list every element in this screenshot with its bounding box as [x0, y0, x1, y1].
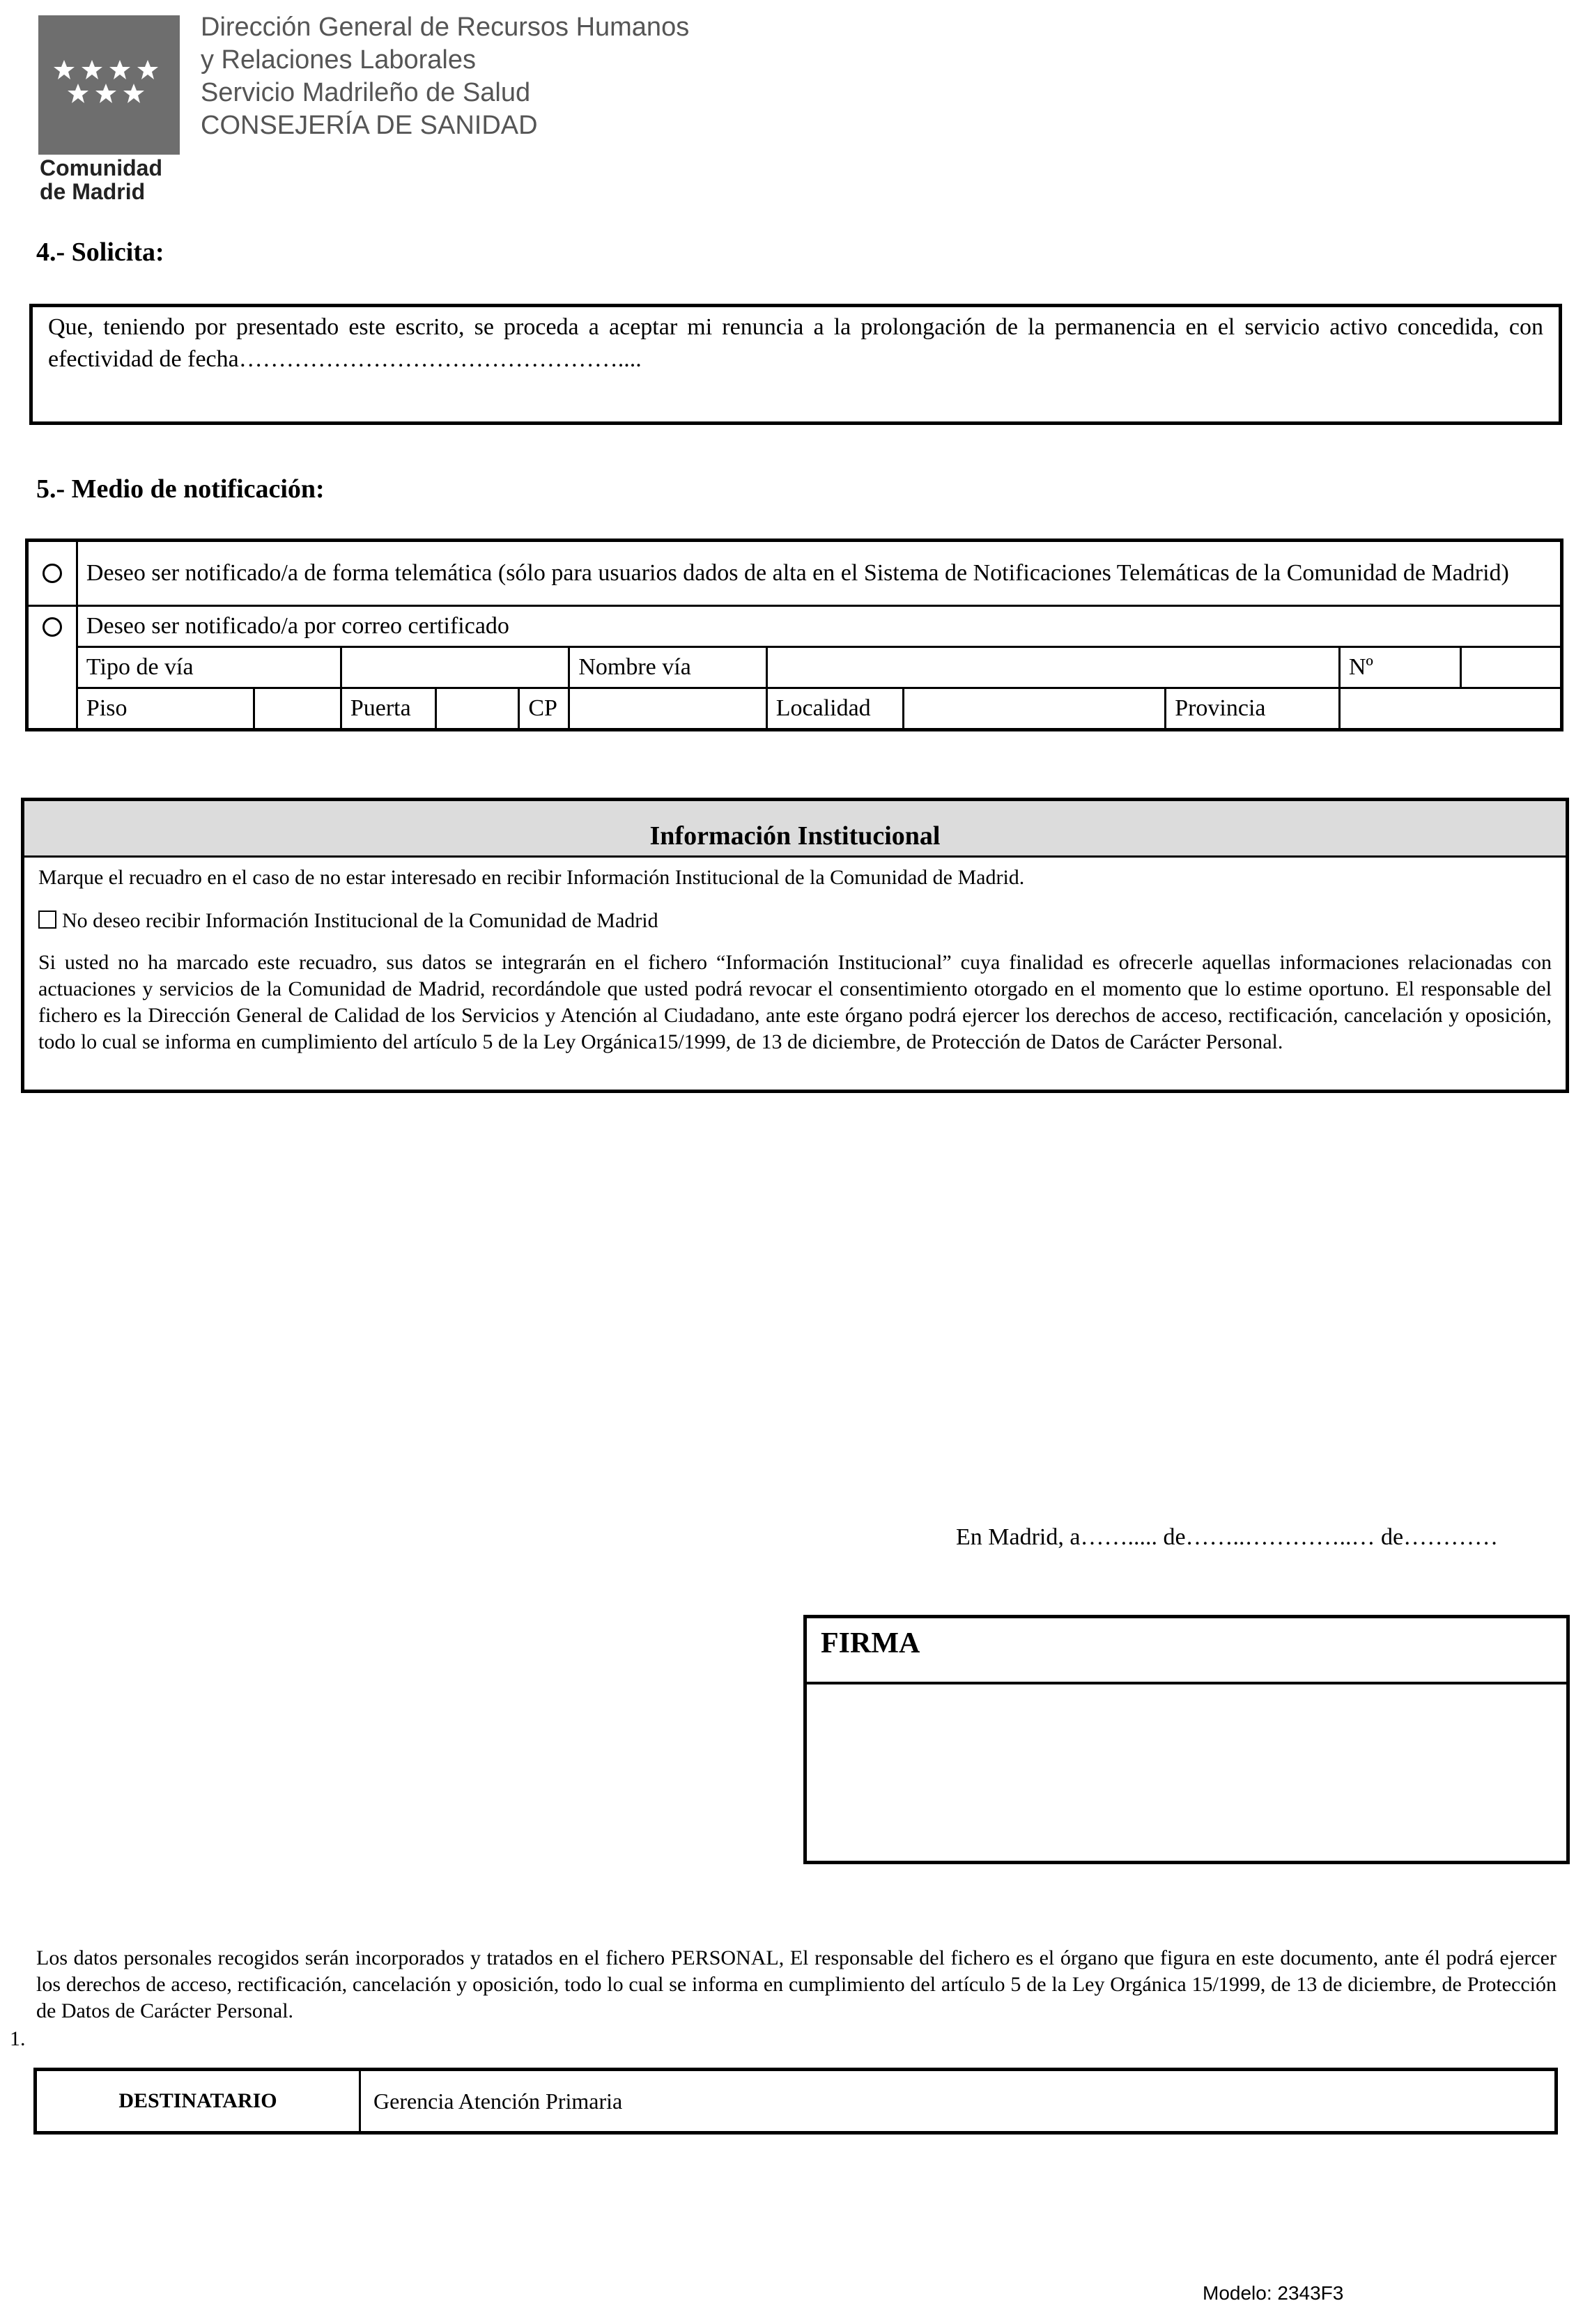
- provincia-label: Provincia: [1166, 688, 1340, 730]
- place-date-line[interactable]: En Madrid, a……..... de……..…………..… de…………: [956, 1524, 1499, 1550]
- option-telematic-label: Deseo ser notificado/a de forma telemática (sólo para usuarios dados de alta en el Sistema de Notificaciones Telemáticas de la Comunidad de Madrid): [77, 541, 1561, 606]
- info-paragraph: Si usted no ha marcado este recuadro, sus datos se integrarán en el fichero “Información Institucional” cuya finalidad es ofrecerle aquellas informaciones relacionadas con actuaciones y servicios de la Comunidad de Madrid, recordándole que usted podrá revocar el consentimiento otorgado en el momento que lo estime oportuno. El responsable del fichero es la Dirección General de Calidad de los Servicios y Atención al Ciudadano, ante este órgano podrá ejercer los derechos de acceso, rectificación, cancelación y oposición, todo lo cual se informa en cumplimiento del artículo 5 de la Ley Orgánica15/1999, de 13 de diciembre, de Protección de Datos de Carácter Personal.: [38, 951, 1552, 1053]
- header-line-2: y Relaciones Laborales: [201, 45, 477, 75]
- indent-cell: [27, 647, 77, 688]
- tipo-via-input[interactable]: [341, 647, 569, 688]
- cp-input[interactable]: [569, 688, 766, 730]
- indent-cell-2: [27, 688, 77, 730]
- recipient-table: [33, 2068, 1558, 2135]
- logo-text-line-1: Comunidad: [40, 155, 162, 180]
- signature-label: FIRMA: [807, 1618, 1566, 1684]
- nombre-via-label: Nombre vía: [569, 647, 766, 688]
- tipo-via-label: Tipo de vía: [77, 647, 341, 688]
- localidad-input[interactable]: [903, 688, 1166, 730]
- logo-text: [40, 156, 193, 203]
- cp-label: CP: [519, 688, 569, 730]
- localidad-label: Localidad: [766, 688, 903, 730]
- header-title: [201, 11, 689, 142]
- numero-label: Nº: [1339, 647, 1461, 688]
- request-text: Que, teniendo por presentado este escrito, se proceda a aceptar mi renuncia a la prolongación de la permanencia en el servicio activo concedida, con efectividad de fecha…………………………………………....: [48, 314, 1543, 372]
- radio-telematic-cell[interactable]: [27, 541, 77, 606]
- info-box: [21, 798, 1569, 1093]
- section-4-title: 4.- Solicita:: [36, 238, 164, 267]
- header-line-1: Dirección General de Recursos Humanos: [201, 13, 690, 42]
- option-mail-label: Deseo ser notificado/a por correo certificado: [77, 606, 1561, 647]
- info-title: Información Institucional: [24, 801, 1566, 858]
- stars-icon: [54, 59, 165, 107]
- request-box[interactable]: [29, 304, 1562, 425]
- radio-telematic[interactable]: [43, 564, 62, 583]
- margin-mark: 1.: [10, 2027, 26, 2050]
- header-line-3: Servicio Madrileño de Salud: [201, 78, 531, 107]
- logo-text-line-2: de Madrid: [40, 179, 146, 204]
- info-line-1: Marque el recuadro en el caso de no estar interesado en recibir Información Institucional de la Comunidad de Madrid.: [38, 866, 1025, 889]
- recipient-value: Gerencia Atención Primaria: [360, 2070, 1557, 2133]
- comunidad-madrid-logo: [38, 15, 180, 204]
- puerta-label: Puerta: [341, 688, 435, 730]
- nombre-via-input[interactable]: [766, 647, 1339, 688]
- logo-flag: [38, 15, 180, 155]
- header-line-4: CONSEJERÍA DE SANIDAD: [201, 111, 538, 140]
- piso-input[interactable]: [254, 688, 341, 730]
- puerta-input[interactable]: [435, 688, 519, 730]
- privacy-notice: Los datos personales recogidos serán incorporados y tratados en el fichero PERSONAL, El responsable del fichero es el órgano que figura en este documento, ante él podrá ejercer los derechos de acceso, rectificación, cancelación y oposición, todo lo cual se informa en cumplimiento del artículo 5 de la Ley Orgánica 15/1999, de 13 de diciembre, de Protección de Datos de Carácter Personal.: [36, 1946, 1557, 2022]
- radio-mail[interactable]: [43, 617, 62, 637]
- provincia-input[interactable]: [1339, 688, 1561, 730]
- recipient-label: DESTINATARIO: [36, 2070, 360, 2133]
- piso-label: Piso: [77, 688, 254, 730]
- radio-mail-cell[interactable]: [27, 606, 77, 647]
- signature-box[interactable]: [803, 1615, 1570, 1864]
- no-info-checkbox[interactable]: [38, 911, 56, 929]
- no-info-checkbox-label: No deseo recibir Información Institucional de la Comunidad de Madrid: [62, 909, 658, 932]
- info-checkbox-row[interactable]: [38, 908, 1552, 934]
- section-5-title: 5.- Medio de notificación:: [36, 474, 325, 504]
- numero-input[interactable]: [1461, 647, 1562, 688]
- info-body: [24, 858, 1566, 1062]
- form-model-code: Modelo: 2343F3: [1203, 2282, 1344, 2304]
- notification-table: [25, 539, 1563, 731]
